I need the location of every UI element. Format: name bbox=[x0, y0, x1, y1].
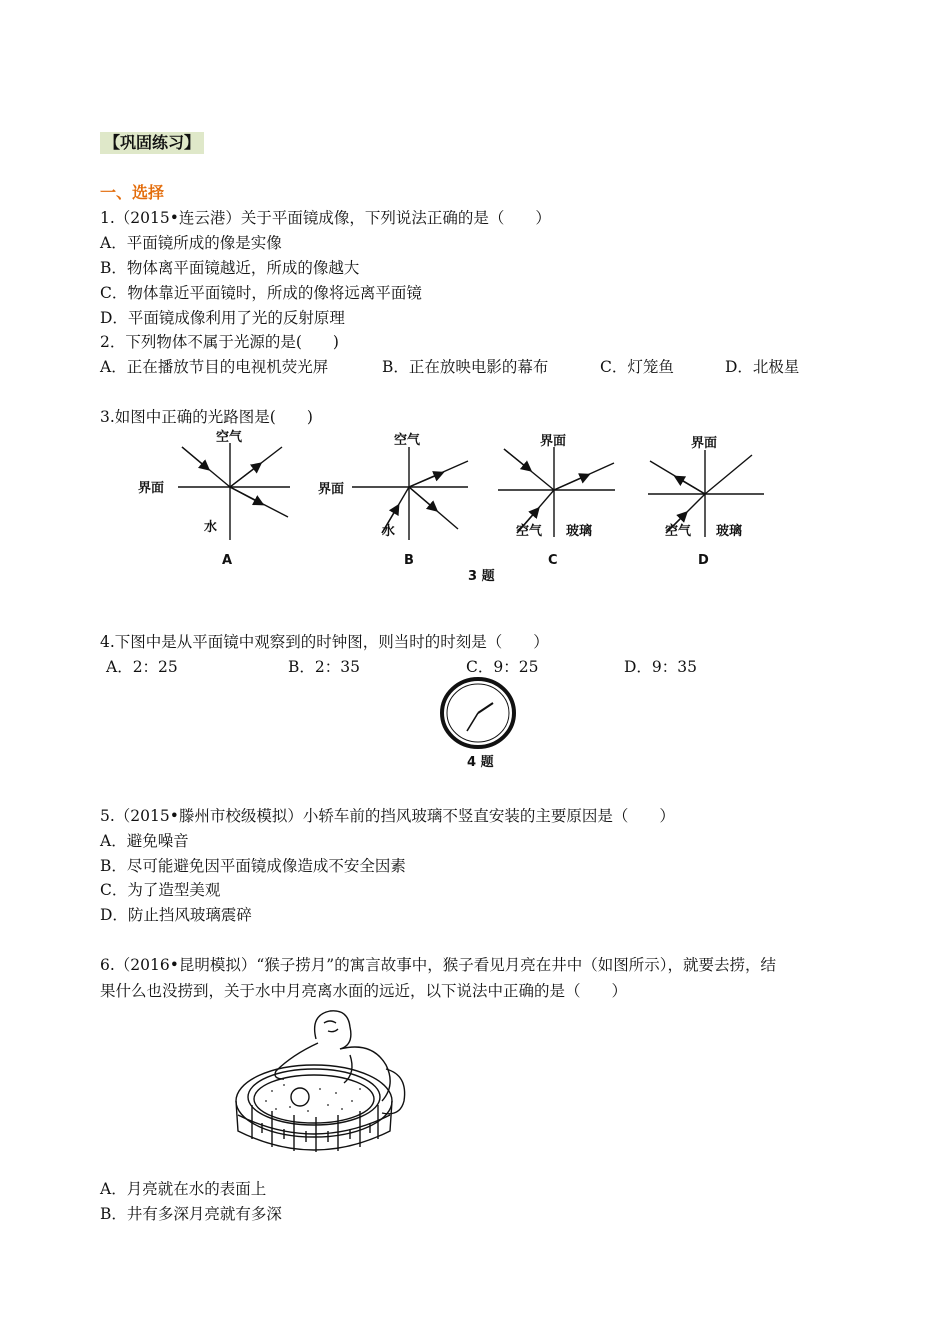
d-glass-label: 玻璃 bbox=[716, 524, 743, 539]
a-water-label: 水 bbox=[204, 520, 218, 535]
q5-option-b: B．尽可能避免因平面镜成像造成不安全因素 bbox=[100, 857, 406, 875]
q2-option-c: C．灯笼鱼 bbox=[600, 358, 674, 376]
q5-option-a: A．避免噪音 bbox=[100, 832, 189, 850]
q4-stem: 4.下图中是从平面镜中观察到的时钟图，则当时的时刻是（ ） bbox=[100, 633, 549, 651]
q5-option-c: C．为了造型美观 bbox=[100, 881, 221, 899]
q2-option-b: B．正在放映电影的幕布 bbox=[382, 358, 549, 376]
b-air-label: 空气 bbox=[394, 433, 421, 448]
q5-option-d: D．防止挡风玻璃震碎 bbox=[100, 906, 252, 924]
q1-option-b: B．物体离平面镜越近，所成的像越大 bbox=[100, 259, 360, 277]
q4-caption: 4 题 bbox=[467, 755, 494, 770]
d-air-label: 空气 bbox=[665, 524, 692, 539]
c-letter: C bbox=[548, 553, 558, 568]
q6-stem-line2: 果什么也没捞到，关于水中月亮离水面的远近，以下说法中正确的是（ ） bbox=[100, 982, 628, 1000]
q6-monkey-well-figure bbox=[232, 1005, 417, 1153]
section-tag: 【巩固练习】 bbox=[100, 132, 204, 154]
q2-option-d: D．北极星 bbox=[725, 358, 800, 376]
q2-option-a: A．正在播放节目的电视机荧光屏 bbox=[100, 358, 329, 376]
q1-option-a: A．平面镜所成的像是实像 bbox=[100, 234, 282, 252]
a-interface-label: 界面 bbox=[138, 481, 165, 496]
diagram-b bbox=[352, 447, 468, 540]
q3-stem: 3.如图中正确的光路图是( ) bbox=[100, 408, 313, 426]
d-interface-label: 界面 bbox=[691, 436, 718, 451]
q4-option-b: B．2：35 bbox=[288, 658, 360, 676]
b-letter: B bbox=[404, 553, 414, 568]
c-glass-label: 玻璃 bbox=[566, 524, 593, 539]
q1-option-d: D．平面镜成像利用了光的反射原理 bbox=[100, 309, 345, 327]
a-letter: A bbox=[222, 553, 233, 568]
q4-option-d: D．9：35 bbox=[624, 658, 698, 676]
a-air-label: 空气 bbox=[216, 430, 243, 445]
q4-option-a: A．2：25 bbox=[106, 658, 178, 676]
q3-caption: 3 题 bbox=[468, 569, 495, 584]
diagram-a bbox=[178, 443, 290, 540]
q5-stem: 5.（2015•滕州市校级模拟）小轿车前的挡风玻璃不竖直安装的主要原因是（ ） bbox=[100, 807, 675, 825]
d-letter: D bbox=[698, 553, 709, 568]
c-air-label: 空气 bbox=[516, 524, 543, 539]
q6-option-a: A．月亮就在水的表面上 bbox=[100, 1180, 267, 1198]
q6-stem-line1: 6.（2016•昆明模拟）“猴子捞月”的寓言故事中，猴子看见月亮在井中（如图所示），就要去捞，结 bbox=[100, 956, 776, 974]
q1-stem: 1.（2015•连云港）关于平面镜成像，下列说法正确的是（ ） bbox=[100, 209, 551, 227]
q3-light-path-figure bbox=[130, 425, 780, 585]
b-interface-label: 界面 bbox=[318, 482, 345, 497]
b-water-label: 水 bbox=[382, 524, 396, 539]
q6-option-b: B．井有多深月亮就有多深 bbox=[100, 1205, 282, 1223]
q4-option-c: C．9：25 bbox=[466, 658, 539, 676]
q2-stem: 2．下列物体不属于光源的是( ) bbox=[100, 333, 339, 351]
q1-option-c: C．物体靠近平面镜时，所成的像将远离平面镜 bbox=[100, 284, 422, 302]
section-title: 一、选择 bbox=[100, 183, 165, 202]
c-interface-label: 界面 bbox=[540, 434, 567, 449]
q4-mirror-clock-figure bbox=[437, 676, 519, 750]
